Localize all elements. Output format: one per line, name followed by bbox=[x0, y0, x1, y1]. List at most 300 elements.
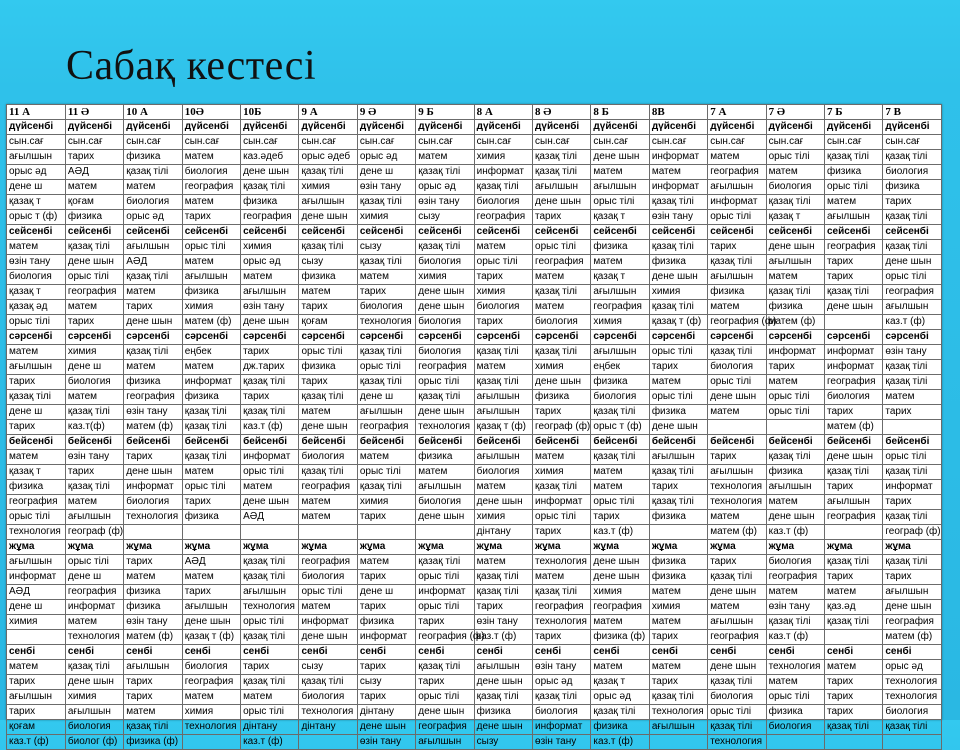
day-cell: сейсенбі bbox=[533, 225, 591, 240]
schedule-body bbox=[7, 120, 942, 750]
lesson-cell: физика bbox=[824, 165, 882, 180]
lesson-cell: орыс тілі bbox=[649, 390, 707, 405]
lesson-cell: тарих bbox=[65, 465, 123, 480]
day-cell: бейсенбі bbox=[591, 435, 649, 450]
day-cell: сенбі bbox=[766, 645, 824, 660]
lesson-cell: қазақ тілі bbox=[241, 570, 299, 585]
lesson-cell: өзін тану bbox=[7, 255, 66, 270]
lesson-cell: каз.т(ф) bbox=[65, 420, 123, 435]
lesson-cell: матем bbox=[824, 585, 882, 600]
lesson-cell: қазақ тілі bbox=[299, 675, 357, 690]
lesson-cell: матем bbox=[124, 180, 182, 195]
lesson-cell: дінтану bbox=[299, 720, 357, 735]
lesson-cell: матем (ф) bbox=[182, 315, 240, 330]
lesson-cell: химия bbox=[533, 360, 591, 375]
lesson-cell: қазақ тілі bbox=[649, 495, 707, 510]
lesson-cell: орыс тілі bbox=[883, 450, 942, 465]
lesson-cell: қазақ тілі bbox=[357, 480, 415, 495]
lesson-cell: физика bbox=[299, 270, 357, 285]
day-cell: дүйсенбі bbox=[357, 120, 415, 135]
lesson-cell: география bbox=[182, 180, 240, 195]
day-cell: сәрсенбі bbox=[533, 330, 591, 345]
lesson-cell: ағылшын bbox=[649, 720, 707, 735]
day-cell: сәрсенбі bbox=[416, 330, 474, 345]
lesson-cell: қазақ тілі bbox=[824, 150, 882, 165]
lesson-cell: информат bbox=[299, 615, 357, 630]
lesson-cell: қазақ тілі bbox=[766, 450, 824, 465]
lesson-cell: АӘД bbox=[241, 510, 299, 525]
lesson-cell: орыс әдеб bbox=[299, 150, 357, 165]
lesson-cell: еңбек bbox=[591, 360, 649, 375]
day-cell: сәрсенбі bbox=[649, 330, 707, 345]
lesson-cell: физика bbox=[124, 375, 182, 390]
lesson-cell: матем bbox=[299, 600, 357, 615]
lesson-cell: матем bbox=[299, 510, 357, 525]
lesson-cell: ағылшын bbox=[533, 180, 591, 195]
lesson-cell: биология bbox=[416, 255, 474, 270]
lesson-cell: матем bbox=[649, 375, 707, 390]
lesson-cell bbox=[766, 735, 824, 750]
lesson-cell: технология bbox=[7, 525, 66, 540]
day-cell: сәрсенбі bbox=[824, 330, 882, 345]
lesson-cell: орыс тілі bbox=[416, 690, 474, 705]
lesson-cell: информат bbox=[7, 570, 66, 585]
lesson-cell: орыс тілі bbox=[241, 465, 299, 480]
lesson-cell: қазақ тілі bbox=[182, 420, 240, 435]
lesson-cell: география bbox=[299, 555, 357, 570]
lesson-cell: география bbox=[416, 720, 474, 735]
lesson-cell: ағылшын bbox=[474, 390, 532, 405]
lesson-cell: қазақ тілі bbox=[182, 450, 240, 465]
lesson-cell: орыс тілі bbox=[299, 345, 357, 360]
lesson-cell: информат bbox=[766, 345, 824, 360]
day-cell: бейсенбі bbox=[474, 435, 532, 450]
lesson-cell: матем bbox=[182, 570, 240, 585]
lesson-cell: қазақ тілі bbox=[357, 345, 415, 360]
lesson-cell: матем bbox=[241, 690, 299, 705]
class-header: 10Б bbox=[241, 105, 299, 120]
lesson-cell: тарих bbox=[474, 270, 532, 285]
lesson-cell: орыс тілі bbox=[708, 210, 766, 225]
lesson-cell: қазақ тілі bbox=[65, 480, 123, 495]
lesson-cell: география bbox=[708, 630, 766, 645]
lesson-cell: тарих bbox=[65, 315, 123, 330]
day-cell: дүйсенбі bbox=[241, 120, 299, 135]
lesson-cell: биология bbox=[182, 165, 240, 180]
lesson-cell: матем (ф) bbox=[708, 525, 766, 540]
day-cell: сенбі bbox=[533, 645, 591, 660]
day-cell: сейсенбі bbox=[7, 225, 66, 240]
lesson-cell: матем bbox=[241, 270, 299, 285]
day-cell: жұма bbox=[182, 540, 240, 555]
lesson-cell: дене шын bbox=[708, 390, 766, 405]
lesson-cell: химия bbox=[649, 285, 707, 300]
lesson-cell: матем bbox=[182, 465, 240, 480]
lesson-cell: матем bbox=[591, 660, 649, 675]
lesson-cell: химия bbox=[533, 465, 591, 480]
lesson-cell: қазақ тілі bbox=[883, 240, 942, 255]
lesson-cell: қазақ тілі bbox=[591, 450, 649, 465]
lesson-cell: қазақ тілі bbox=[708, 570, 766, 585]
lesson-row bbox=[7, 195, 942, 210]
lesson-cell: дене шын bbox=[533, 195, 591, 210]
lesson-cell: информат bbox=[649, 180, 707, 195]
lesson-cell: дене шын bbox=[65, 255, 123, 270]
lesson-cell: сын.сағ bbox=[708, 135, 766, 150]
day-cell: жұма bbox=[357, 540, 415, 555]
lesson-cell: физика bbox=[649, 570, 707, 585]
lesson-cell: қазақ тілі bbox=[824, 615, 882, 630]
lesson-cell: қазақ тілі bbox=[533, 480, 591, 495]
lesson-cell: орыс тілі bbox=[533, 240, 591, 255]
lesson-cell: ағылшын bbox=[591, 285, 649, 300]
lesson-cell: өзін тану bbox=[357, 180, 415, 195]
lesson-cell: қазақ тілі bbox=[416, 390, 474, 405]
lesson-cell: қазақ тілі bbox=[649, 465, 707, 480]
lesson-cell: матем bbox=[299, 405, 357, 420]
lesson-cell: орыс тілі bbox=[65, 555, 123, 570]
lesson-cell: биология bbox=[883, 165, 942, 180]
lesson-cell: дене шын bbox=[766, 510, 824, 525]
lesson-cell: каз.т (ф) bbox=[7, 735, 66, 750]
lesson-cell: биология bbox=[416, 315, 474, 330]
lesson-cell: дене шын bbox=[824, 450, 882, 465]
lesson-cell: дене ш bbox=[7, 180, 66, 195]
lesson-cell: өзін тану bbox=[883, 345, 942, 360]
lesson-cell: қазақ тілі bbox=[766, 615, 824, 630]
lesson-cell: қазақ тілі bbox=[533, 690, 591, 705]
lesson-cell: ағылшын bbox=[591, 345, 649, 360]
lesson-cell: матем bbox=[416, 150, 474, 165]
lesson-cell: тарих bbox=[824, 255, 882, 270]
lesson-cell: география bbox=[533, 255, 591, 270]
day-cell: сенбі bbox=[416, 645, 474, 660]
lesson-cell: еңбек bbox=[182, 345, 240, 360]
day-cell: жұма bbox=[299, 540, 357, 555]
lesson-cell: қазақ тілі bbox=[65, 240, 123, 255]
lesson-cell bbox=[124, 525, 182, 540]
lesson-cell: тарих bbox=[357, 690, 415, 705]
lesson-cell: химия bbox=[182, 705, 240, 720]
lesson-cell: тарих bbox=[124, 675, 182, 690]
lesson-row bbox=[7, 315, 942, 330]
lesson-cell: орыс тілі bbox=[824, 180, 882, 195]
lesson-cell: орыс тілі bbox=[766, 150, 824, 165]
lesson-cell: физика (ф) bbox=[124, 735, 182, 750]
lesson-cell: қазақ тілі bbox=[533, 150, 591, 165]
lesson-cell: ағылшын bbox=[124, 240, 182, 255]
day-cell: жұма bbox=[416, 540, 474, 555]
lesson-cell: матем bbox=[708, 510, 766, 525]
lesson-cell: ағылшын bbox=[708, 615, 766, 630]
lesson-cell: қазақ тілі bbox=[824, 465, 882, 480]
lesson-cell: матем bbox=[65, 615, 123, 630]
lesson-row bbox=[7, 450, 942, 465]
lesson-cell: дене шын bbox=[124, 465, 182, 480]
lesson-cell: қазақ тілі bbox=[357, 195, 415, 210]
lesson-row bbox=[7, 210, 942, 225]
lesson-cell: қазақ тілі bbox=[708, 345, 766, 360]
day-cell: сейсенбі bbox=[124, 225, 182, 240]
lesson-cell: орыс тілі bbox=[474, 255, 532, 270]
lesson-cell: матем bbox=[182, 690, 240, 705]
lesson-cell: дінтану bbox=[241, 720, 299, 735]
lesson-row bbox=[7, 510, 942, 525]
lesson-cell: матем bbox=[241, 480, 299, 495]
day-cell: сенбі bbox=[708, 645, 766, 660]
lesson-cell: география bbox=[357, 420, 415, 435]
lesson-cell: қазақ тілі bbox=[533, 585, 591, 600]
day-cell: сенбі bbox=[649, 645, 707, 660]
lesson-cell: химия bbox=[474, 510, 532, 525]
lesson-cell: матем bbox=[7, 450, 66, 465]
lesson-cell: физика bbox=[124, 585, 182, 600]
lesson-cell: физика bbox=[65, 210, 123, 225]
lesson-cell: физика bbox=[124, 150, 182, 165]
lesson-cell: дене шын bbox=[416, 705, 474, 720]
lesson-cell: химия bbox=[416, 270, 474, 285]
lesson-cell: биология bbox=[474, 195, 532, 210]
lesson-cell: химия bbox=[65, 345, 123, 360]
lesson-cell: орыс тілі bbox=[708, 705, 766, 720]
lesson-cell: ағылшын bbox=[65, 705, 123, 720]
lesson-cell: қазақ т (ф) bbox=[182, 630, 240, 645]
lesson-cell: дене шын bbox=[182, 615, 240, 630]
lesson-cell: тарих bbox=[649, 480, 707, 495]
lesson-cell: сын.сағ bbox=[474, 135, 532, 150]
lesson-cell: қазақ тілі bbox=[883, 465, 942, 480]
lesson-cell: қазақ тілі bbox=[883, 360, 942, 375]
lesson-cell: дене шын bbox=[124, 315, 182, 330]
lesson-cell: тарих bbox=[241, 390, 299, 405]
lesson-cell: физика bbox=[182, 390, 240, 405]
lesson-cell: матем bbox=[474, 360, 532, 375]
lesson-row bbox=[7, 675, 942, 690]
lesson-cell: информат bbox=[824, 345, 882, 360]
day-cell: бейсенбі bbox=[533, 435, 591, 450]
day-cell: сейсенбі bbox=[241, 225, 299, 240]
lesson-cell: тарих bbox=[474, 600, 532, 615]
lesson-cell: матем bbox=[124, 360, 182, 375]
lesson-cell: орыс әд bbox=[124, 210, 182, 225]
lesson-cell: орыс тілі bbox=[7, 315, 66, 330]
lesson-cell: орыс тілі bbox=[182, 480, 240, 495]
lesson-cell: матем bbox=[708, 405, 766, 420]
lesson-cell: тарих bbox=[883, 570, 942, 585]
lesson-cell: химия bbox=[474, 150, 532, 165]
lesson-cell: физика bbox=[7, 480, 66, 495]
lesson-cell: сызу bbox=[357, 675, 415, 690]
lesson-cell bbox=[766, 420, 824, 435]
lesson-cell: матем bbox=[766, 675, 824, 690]
day-cell: бейсенбі bbox=[182, 435, 240, 450]
lesson-cell: географ (ф) bbox=[65, 525, 123, 540]
day-cell: сейсенбі bbox=[416, 225, 474, 240]
lesson-cell: сызу bbox=[416, 210, 474, 225]
lesson-cell: биология bbox=[591, 390, 649, 405]
lesson-cell: орыс тілі bbox=[65, 270, 123, 285]
lesson-cell: матем (ф) bbox=[824, 420, 882, 435]
lesson-cell: қазақ тілі bbox=[708, 720, 766, 735]
lesson-cell: матем bbox=[591, 465, 649, 480]
lesson-cell: орыс тілі bbox=[591, 495, 649, 510]
lesson-cell: матем (ф) bbox=[883, 630, 942, 645]
lesson-cell: география bbox=[824, 240, 882, 255]
lesson-cell: орыс тілі bbox=[883, 270, 942, 285]
day-cell: бейсенбі bbox=[416, 435, 474, 450]
lesson-row bbox=[7, 720, 942, 735]
class-header-row bbox=[7, 105, 942, 120]
lesson-cell: өзін тану bbox=[124, 405, 182, 420]
lesson-cell: тарих bbox=[7, 675, 66, 690]
lesson-cell: информат bbox=[533, 720, 591, 735]
lesson-cell bbox=[241, 525, 299, 540]
lesson-cell: қазақ тілі bbox=[883, 375, 942, 390]
day-cell: сәрсенбі bbox=[474, 330, 532, 345]
class-header: 8 Б bbox=[591, 105, 649, 120]
lesson-cell: матем bbox=[7, 660, 66, 675]
lesson-cell: қазақ т bbox=[7, 285, 66, 300]
lesson-cell: география bbox=[533, 600, 591, 615]
lesson-row bbox=[7, 615, 942, 630]
lesson-cell: дене шын bbox=[883, 255, 942, 270]
lesson-cell: технология bbox=[533, 615, 591, 630]
lesson-cell: география bbox=[883, 285, 942, 300]
lesson-cell: АӘД bbox=[182, 555, 240, 570]
lesson-cell: қазақ т bbox=[7, 465, 66, 480]
lesson-cell: ағылшын bbox=[824, 210, 882, 225]
lesson-cell: орыс әд bbox=[241, 255, 299, 270]
lesson-cell: тарих bbox=[299, 375, 357, 390]
lesson-cell: география bbox=[824, 510, 882, 525]
day-cell: дүйсенбі bbox=[474, 120, 532, 135]
lesson-cell: орыс т (ф) bbox=[591, 420, 649, 435]
day-cell: дүйсенбі bbox=[766, 120, 824, 135]
lesson-cell: ағылшын bbox=[182, 600, 240, 615]
lesson-cell: тарих bbox=[649, 360, 707, 375]
lesson-cell: матем bbox=[883, 390, 942, 405]
lesson-cell: қазақ тілі bbox=[474, 345, 532, 360]
lesson-cell: дене шын bbox=[416, 405, 474, 420]
lesson-cell: қазақ тілі bbox=[241, 675, 299, 690]
lesson-cell: АӘД bbox=[65, 165, 123, 180]
lesson-cell: тарих bbox=[241, 660, 299, 675]
lesson-cell: қазақ тілі bbox=[824, 555, 882, 570]
lesson-cell: технология bbox=[708, 735, 766, 750]
lesson-cell: ағылшын bbox=[7, 690, 66, 705]
lesson-cell: тарих bbox=[708, 450, 766, 465]
lesson-cell: матем bbox=[182, 360, 240, 375]
lesson-row bbox=[7, 405, 942, 420]
lesson-cell: матем (ф) bbox=[124, 420, 182, 435]
lesson-cell: ағылшын bbox=[416, 480, 474, 495]
lesson-cell: тарих bbox=[124, 690, 182, 705]
day-cell: сенбі bbox=[591, 645, 649, 660]
lesson-cell: информат bbox=[416, 585, 474, 600]
lesson-cell: география bbox=[416, 360, 474, 375]
lesson-cell: физика bbox=[357, 615, 415, 630]
day-cell: жұма bbox=[474, 540, 532, 555]
lesson-cell: дене ш bbox=[357, 165, 415, 180]
day-cell: сенбі bbox=[241, 645, 299, 660]
lesson-cell: физика (ф) bbox=[591, 630, 649, 645]
lesson-cell: қазақ т bbox=[591, 675, 649, 690]
day-cell: бейсенбі bbox=[124, 435, 182, 450]
lesson-cell: каз.т (ф) bbox=[474, 630, 532, 645]
lesson-cell: ағылшын bbox=[7, 150, 66, 165]
lesson-cell: ағылшын bbox=[299, 195, 357, 210]
lesson-cell: қазақ тілі bbox=[299, 465, 357, 480]
lesson-cell: матем bbox=[182, 195, 240, 210]
lesson-cell: сын.сағ bbox=[824, 135, 882, 150]
lesson-cell: тарих bbox=[824, 270, 882, 285]
lesson-cell: биолог (ф) bbox=[65, 735, 123, 750]
lesson-cell: орыс тілі bbox=[649, 345, 707, 360]
lesson-cell: қазақ тілі bbox=[124, 720, 182, 735]
lesson-cell: ағылшын bbox=[357, 405, 415, 420]
lesson-cell: дене шын bbox=[708, 585, 766, 600]
lesson-cell: биология bbox=[474, 300, 532, 315]
lesson-cell: дене ш bbox=[65, 570, 123, 585]
lesson-cell: технология bbox=[883, 675, 942, 690]
lesson-cell: матем bbox=[591, 255, 649, 270]
lesson-cell: орыс тілі bbox=[416, 570, 474, 585]
lesson-row bbox=[7, 285, 942, 300]
lesson-cell: ағылшын bbox=[883, 300, 942, 315]
lesson-cell: қазақ тілі bbox=[649, 195, 707, 210]
day-cell: бейсенбі bbox=[299, 435, 357, 450]
lesson-cell: тарих bbox=[124, 300, 182, 315]
day-cell: дүйсенбі bbox=[708, 120, 766, 135]
lesson-cell: ағылшын bbox=[7, 360, 66, 375]
lesson-cell: география bbox=[708, 165, 766, 180]
lesson-cell: информат bbox=[883, 480, 942, 495]
day-cell: дүйсенбі bbox=[533, 120, 591, 135]
lesson-row bbox=[7, 375, 942, 390]
lesson-cell: қазақ тілі bbox=[241, 555, 299, 570]
day-cell: сенбі bbox=[474, 645, 532, 660]
lesson-cell: қазақ тілі bbox=[649, 300, 707, 315]
lesson-cell: дене шын bbox=[299, 210, 357, 225]
day-cell: сенбі bbox=[65, 645, 123, 660]
lesson-cell: өзін тану bbox=[241, 300, 299, 315]
lesson-cell: дене шын bbox=[474, 720, 532, 735]
lesson-cell: өзін тану bbox=[533, 735, 591, 750]
lesson-cell: ағылшын bbox=[474, 450, 532, 465]
lesson-cell: өзін тану bbox=[533, 660, 591, 675]
day-cell: сенбі bbox=[824, 645, 882, 660]
lesson-cell: өзін тану bbox=[474, 615, 532, 630]
lesson-cell: сын.сағ bbox=[357, 135, 415, 150]
lesson-cell: тарих bbox=[416, 675, 474, 690]
day-cell: сәрсенбі bbox=[7, 330, 66, 345]
day-cell: сәрсенбі bbox=[357, 330, 415, 345]
lesson-cell: дене шын bbox=[474, 495, 532, 510]
lesson-cell: тарих bbox=[533, 630, 591, 645]
day-cell: бейсенбі bbox=[766, 435, 824, 450]
lesson-cell: дене шын bbox=[824, 300, 882, 315]
lesson-row bbox=[7, 525, 942, 540]
class-header: 11 А bbox=[7, 105, 66, 120]
day-cell: жұма bbox=[533, 540, 591, 555]
lesson-row bbox=[7, 135, 942, 150]
day-cell: сәрсенбі bbox=[766, 330, 824, 345]
lesson-cell: технология bbox=[357, 315, 415, 330]
lesson-cell: география bbox=[766, 570, 824, 585]
lesson-cell: тарих bbox=[124, 450, 182, 465]
lesson-cell: информат bbox=[474, 165, 532, 180]
lesson-cell: қазақ тілі bbox=[299, 240, 357, 255]
